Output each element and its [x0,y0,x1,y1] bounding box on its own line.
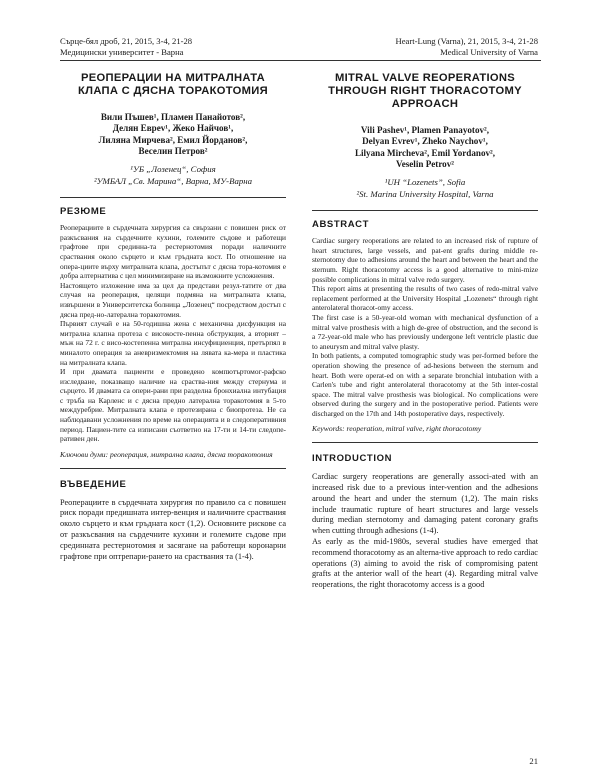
abstract-heading: ABSTRACT [312,219,370,231]
author-line: Lilyana Mircheva², Emil Yordanov², [354,147,496,158]
intro-heading-bg: ВЪВЕДЕНИЕ [60,478,127,490]
header-divider [60,60,541,61]
affiliation-line: ¹УБ „Лозенец“, София [130,164,216,175]
author-line: Вили Пъшев¹, Пламен Панайотов², [100,112,246,122]
article-title-bg: РЕОПЕРАЦИИ НА МИТРАЛНАТА КЛАПА С ДЯСНА ТОРАКОТОМИЯ [78,72,268,97]
intro-paragraph: Реоперациите в сърдечната хирургия по правило са с повишен риск поради предишната интер-венция и наличните сраствания около сърцето и към гръдната кост (1,2). Основните рискове са от разкъсвания на сърдечните кухини и големите съдове при срединната рестернотомия и засягане на работещи коронарни графтове при оптрепари-рането на сраствания та (1-4). [60,497,286,561]
summary-paragraph: Реоперациите в сърдечната хирургия са свързани с повишен риск от разкъсвания на сърдечните кухини, големите съдове и работещи графтове при срединна-та рестернотомия поради наличните сраствания около сърцето и към гръдната кост. По отношение на опера-циите върху митралната клапа, достъпът с дясна тора-котомия е добра алтернатива с цел минимизиране на възможните усложнения. [60,223,286,281]
intro-body-en [312,472,538,591]
running-header-en [396,36,538,57]
intro-heading-en: INTRODUCTION [312,453,393,465]
section-divider [60,468,286,469]
running-header-bg [60,36,192,57]
author-line: Veselin Petrov² [395,158,455,169]
affiliations-bg [60,164,286,187]
intro-paragraph: Cardiac surgery reoperations are generally associ-ated with an increased risk due to a previous inter-vention and the adhesions around the heart and under the sternum (1,2). The main risks include traumatic rupture of heart structures and large vessels during median sternotomy and damaging patent coronary grafts when cutting through adhesions (1-4). [312,472,538,536]
publisher-en: Medical University of Varna [440,46,538,57]
section-divider [312,210,538,211]
column-english [312,68,538,591]
summary-heading: РЕЗЮМЕ [60,206,107,218]
author-line: Vili Pashev¹, Plamen Panayotov², [360,125,490,135]
author-line: Веселин Петров² [138,145,208,156]
abstract-body [312,236,538,418]
journal-citation-en: Heart-Lung (Varna), 21, 2015, 3-4, 21-28 [395,36,538,46]
author-line: Делян Евреv¹, Жеко Найчов¹, [112,123,234,134]
authors-en [312,125,538,170]
author-line: Delyan Evrev¹, Zheko Naychov¹, [362,136,488,147]
summary-paragraph: Настоящето изложение има за цел да представи резул-татите от два случая на реоперация, целящи подмяна на митралната клапа, извършени в Университетска болница „Лозенец“ посредством достъп с дясна пред-но-латерална торакотомия. [60,280,286,319]
summary-body [60,223,286,444]
affiliation-line: ¹UH “Lozenets”, Sofia [384,177,466,188]
authors-bg [60,112,286,157]
affiliation-line: ²УМБАЛ „Св. Марина“, Варна, МУ-Варна [93,175,253,186]
section-divider [60,197,286,198]
section-divider [312,442,538,443]
affiliations-en [312,177,538,200]
keywords-bg: Ключови думи: реоперация, митрална клапа, дясна торакотомия [60,449,273,459]
affiliation-line: ²St. Marina University Hospital, Varna [356,188,494,199]
page-number: 21 [529,756,538,766]
publisher-bg: Медицински университет - Варна [60,46,184,57]
author-line: Лиляна Мирчева², Емил Йорданов², [98,134,248,145]
column-bulgarian [60,68,286,562]
summary-paragraph: И при двамата пациенти е проведено компютъртомог-рафско изследване, показващо наличие на сраства-ния между стернума и сърцето. И двамата са опери-рани при разделна бронхиална интубация с тръба на Карленс и с дясна предно латерална торакотомия в 5-то междуребрие. Митралната клапа е протезирана с биопротеза. Не са наблюдавани усложнения по време на операцията и в следоперативния период. Пациен-тите са изписани съответно на 17-ти и 14-ти следопе-ративен ден. [60,367,286,444]
abstract-paragraph: Cardiac surgery reoperations are related to an increased risk of rupture of heart structures, large vessels, and pat-ent grafts during middle re-sternotomy due to adhesions around the heart and between the heart and the sternum. Right thoracotomy access is a good alternative to mini-mize possible complications in mitral valve redo surgery. [312,236,538,284]
abstract-paragraph: In both patients, a computed tomographic study was per-formed before the operation showing the presence of ad-hesions between the sternum and heart. Both were operat-ed on with a separate bronchial intubation with a Carlen's tube and right anterolateral thoracotomy at the 5th inter-costal space. The mitral valve prosthesis was biological. No complications were observed during the surgery and in the postoperative period. Patients were discharged on the 17th and 14th postoperative days, respectively. [312,351,538,418]
keywords-en: Keywords: reoperation, mitral valve, right thoracotomy [312,424,482,434]
article-title-en: MITRAL VALVE REOPERATIONS THROUGH RIGHT THORACOTOMY APPROACH [328,72,522,110]
intro-paragraph: As early as the mid-1980s, several studies have emerged that recommend thoracotomy as an alterna-tive approach to redo cardiac operations (3) aiming to avoid the risk of compromising patent grafts at the anterior wall of the heart (4). Regarding mitral valve reoperations, the right thoracotomy access is a good [312,537,538,590]
abstract-paragraph: This report aims at presenting the results of two cases of redo-mitral valve replacement performed at the University Hospital „Lozenets“ through right anterolateral thoracot-omy access. [312,284,538,313]
journal-citation-bg: Сърце-бял дроб, 21, 2015, 3-4, 21-28 [60,36,193,46]
intro-body-bg [60,498,286,563]
summary-paragraph: Първият случай е на 50-годишна жена с механична дисфункция на митрална клапна протеза с високосте-пенна обструкция, а вторият – мъж на 72 г. с висо-костепенна митрална инсуфициенция, претърпял в миналото операция за аневризмектомия на лявата ка-мера и пластика на митралната клапа. [60,319,286,367]
abstract-paragraph: The first case is a 50-year-old woman with mechanical dysfunction of a mitral valve prosthesis with a high de-gree of obstruction, and the second is a 72-year-old male who has previously undergone left ventricle plastic due to aneurysm and mitral valve plasty. [312,312,538,351]
